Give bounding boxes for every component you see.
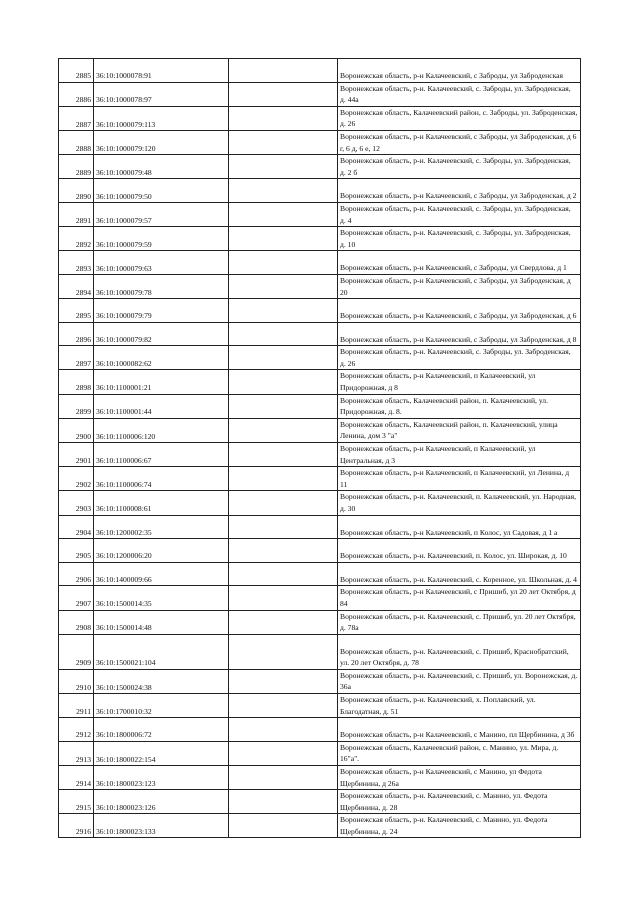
address: Воронежская область, р-н. Калачеевский, с. Заброды, ул. Заброденская, д. 26 bbox=[338, 346, 581, 370]
table-row bbox=[59, 515, 581, 539]
empty-cell bbox=[229, 418, 338, 442]
empty-cell bbox=[229, 202, 338, 226]
cadastral-number: 36:10:1000079:82 bbox=[94, 322, 229, 346]
address: Воронежская область, р-н Калачеевский, с Заброды, ул Заброденская, д 6 bbox=[338, 299, 581, 323]
row-number: 2885 bbox=[59, 59, 94, 83]
cadastral-number: 36:10:1800006:72 bbox=[94, 718, 229, 742]
cadastral-number: 36:10:1100006:74 bbox=[94, 467, 229, 491]
address: Воронежская область, р-н Калачеевский, с Заброды, ул Свердлова, д 1 bbox=[338, 251, 581, 275]
row-number: 2915 bbox=[59, 790, 94, 814]
empty-cell bbox=[229, 155, 338, 179]
address: Воронежская область, р-н Калачеевский, с Заброды, ул Заброденская, д 6 г, 6 д, 6 е, 12 bbox=[338, 130, 581, 154]
row-number: 2886 bbox=[59, 82, 94, 106]
cadastral-number: 36:10:1000079:59 bbox=[94, 227, 229, 251]
cadastral-number: 36:10:1000078:91 bbox=[94, 59, 229, 83]
table-row bbox=[59, 130, 581, 154]
row-number: 2897 bbox=[59, 346, 94, 370]
table-row bbox=[59, 346, 581, 370]
cadastral-number: 36:10:1000079:113 bbox=[94, 106, 229, 130]
address: Воронежская область, р-н. Калачеевский, с. Коренное, ул. Школьная, д. 4 bbox=[338, 562, 581, 586]
empty-cell bbox=[229, 741, 338, 765]
address: Воронежская область, р-н Калачеевский, с Манино, ул Федота Щербинина, д 26а bbox=[338, 765, 581, 789]
address: Воронежская область, Калачеевский район, п. Калачеевский, ул. Придорожная, д. 8. bbox=[338, 394, 581, 418]
empty-cell bbox=[229, 586, 338, 610]
cadastral-number: 36:10:1000079:63 bbox=[94, 251, 229, 275]
cadastral-number: 36:10:1200006:20 bbox=[94, 539, 229, 563]
empty-cell bbox=[229, 130, 338, 154]
address: Воронежская область, р-н Калачеевский, с Заброды, ул Заброденская, д 20 bbox=[338, 274, 581, 298]
address: Воронежская область, р-н. Калачеевский, п. Колос, ул. Широкая, д. 10 bbox=[338, 539, 581, 563]
table-row bbox=[59, 59, 581, 83]
address: Воронежская область, р-н. Калачеевский, с. Заброды, ул. Заброденская, д. 10 bbox=[338, 227, 581, 251]
empty-cell bbox=[229, 179, 338, 203]
table-row bbox=[59, 202, 581, 226]
cadastral-number: 36:10:1200002:35 bbox=[94, 515, 229, 539]
table-row bbox=[59, 634, 581, 669]
address: Воронежская область, р-н Калачеевский, п Колос, ул Садовая, д 1 а bbox=[338, 515, 581, 539]
address: Воронежская область, р-н Калачеевский, п Калачеевский, ул Ленина, д 11 bbox=[338, 467, 581, 491]
row-number: 2889 bbox=[59, 155, 94, 179]
address: Воронежская область, р-н Калачеевский, п Калачеевский, ул Центральная, д 3 bbox=[338, 443, 581, 467]
row-number: 2904 bbox=[59, 515, 94, 539]
cadastral-number: 36:10:1000079:78 bbox=[94, 274, 229, 298]
address: Воронежская область, Калачеевский район, с. Манино, ул. Мира, д. 16"а". bbox=[338, 741, 581, 765]
row-number: 2916 bbox=[59, 814, 94, 838]
table-row bbox=[59, 82, 581, 106]
empty-cell bbox=[229, 82, 338, 106]
row-number: 2891 bbox=[59, 202, 94, 226]
cadastral-number: 36:10:1800022:154 bbox=[94, 741, 229, 765]
empty-cell bbox=[229, 299, 338, 323]
empty-cell bbox=[229, 443, 338, 467]
cadastral-number: 36:10:1500014:48 bbox=[94, 610, 229, 634]
address: Воронежская область, р-н. Калачеевский, с. Манино, ул. Федота Щербинина, д. 24 bbox=[338, 814, 581, 838]
table-row bbox=[59, 562, 581, 586]
table-row bbox=[59, 227, 581, 251]
empty-cell bbox=[229, 515, 338, 539]
empty-cell bbox=[229, 346, 338, 370]
empty-cell bbox=[229, 693, 338, 717]
table-row bbox=[59, 790, 581, 814]
address: Воронежская область, р-н. Калачеевский, с. Манино, ул. Федота Щербинина, д. 28 bbox=[338, 790, 581, 814]
row-number: 2909 bbox=[59, 634, 94, 669]
cadastral-number: 36:10:1000079:79 bbox=[94, 299, 229, 323]
row-number: 2894 bbox=[59, 274, 94, 298]
table-row bbox=[59, 155, 581, 179]
address: Воронежская область, р-н Калачеевский, с Заброды, ул Заброденская, д 8 bbox=[338, 322, 581, 346]
address: Воронежская область, р-н Калачеевский, с Заброды, ул Заброденская, д 2 bbox=[338, 179, 581, 203]
table-row bbox=[59, 586, 581, 610]
table-row bbox=[59, 179, 581, 203]
empty-cell bbox=[229, 106, 338, 130]
table-row bbox=[59, 106, 581, 130]
table-row bbox=[59, 394, 581, 418]
row-number: 2896 bbox=[59, 322, 94, 346]
address: Воронежская область, Калачеевский район, с. Заброды, ул. Заброденская, д. 26 bbox=[338, 106, 581, 130]
address: Воронежская область, р-н. Калачеевский, с. Пришиб, ул. Воронежская, д. 36а bbox=[338, 669, 581, 693]
empty-cell bbox=[229, 274, 338, 298]
empty-cell bbox=[229, 790, 338, 814]
address: Воронежская область, р-н. Калачеевский, с. Заброды, ул. Заброденская, д. 4 bbox=[338, 202, 581, 226]
cadastral-number: 36:10:1800023:123 bbox=[94, 765, 229, 789]
row-number: 2912 bbox=[59, 718, 94, 742]
address: Воронежская область, р-н Калачеевский, с Заброды, ул Заброденская bbox=[338, 59, 581, 83]
address: Воронежская область, р-н Калачеевский, п Калачеевский, ул Придорожная, д 8 bbox=[338, 370, 581, 394]
empty-cell bbox=[229, 322, 338, 346]
table-row bbox=[59, 322, 581, 346]
registry-table-body bbox=[59, 59, 581, 838]
table-row bbox=[59, 370, 581, 394]
row-number: 2887 bbox=[59, 106, 94, 130]
cadastral-number: 36:10:1500014:35 bbox=[94, 586, 229, 610]
address: Воронежская область, р-н. Калачеевский, х. Поплавский, ул. Благодатная, д. 51 bbox=[338, 693, 581, 717]
row-number: 2898 bbox=[59, 370, 94, 394]
row-number: 2893 bbox=[59, 251, 94, 275]
row-number: 2892 bbox=[59, 227, 94, 251]
address: Воронежская область, р-н. Калачеевский, с. Пришиб, ул. 20 лет Октября, д. 78а bbox=[338, 610, 581, 634]
row-number: 2903 bbox=[59, 491, 94, 515]
table-row bbox=[59, 491, 581, 515]
cadastral-number: 36:10:1500021:104 bbox=[94, 634, 229, 669]
empty-cell bbox=[229, 539, 338, 563]
empty-cell bbox=[229, 467, 338, 491]
table-row bbox=[59, 610, 581, 634]
table-row bbox=[59, 467, 581, 491]
empty-cell bbox=[229, 718, 338, 742]
table-row bbox=[59, 693, 581, 717]
empty-cell bbox=[229, 370, 338, 394]
empty-cell bbox=[229, 765, 338, 789]
cadastral-number: 36:10:1100006:120 bbox=[94, 418, 229, 442]
empty-cell bbox=[229, 634, 338, 669]
table-row bbox=[59, 814, 581, 838]
table-row bbox=[59, 251, 581, 275]
address: Воронежская область, р-н Калачеевский, с Манино, пл Щербинина, д 3б bbox=[338, 718, 581, 742]
row-number: 2914 bbox=[59, 765, 94, 789]
row-number: 2899 bbox=[59, 394, 94, 418]
address: Воронежская область, р-н. Калачеевский, с. Заброды, ул. Заброденская, д. 44а bbox=[338, 82, 581, 106]
row-number: 2906 bbox=[59, 562, 94, 586]
table-row bbox=[59, 741, 581, 765]
address: Воронежская область, р-н Калачеевский, с Пришиб, ул 20 лет Октября, д 84 bbox=[338, 586, 581, 610]
table-row bbox=[59, 718, 581, 742]
empty-cell bbox=[229, 394, 338, 418]
cadastral-number: 36:10:1700010:32 bbox=[94, 693, 229, 717]
table-row bbox=[59, 765, 581, 789]
cadastral-number: 36:10:1100001:21 bbox=[94, 370, 229, 394]
cadastral-number: 36:10:1100001:44 bbox=[94, 394, 229, 418]
cadastral-number: 36:10:1500024:38 bbox=[94, 669, 229, 693]
address: Воронежская область, р-н. Калачеевский, с. Заброды, ул. Заброденская, д. 2 б bbox=[338, 155, 581, 179]
address: Воронежская область, р-н. Калачеевский, п. Калачеевский, ул. Народная, д. 30 bbox=[338, 491, 581, 515]
row-number: 2895 bbox=[59, 299, 94, 323]
row-number: 2911 bbox=[59, 693, 94, 717]
table-row bbox=[59, 299, 581, 323]
row-number: 2908 bbox=[59, 610, 94, 634]
cadastral-number: 36:10:1000079:48 bbox=[94, 155, 229, 179]
cadastral-number: 36:10:1800023:126 bbox=[94, 790, 229, 814]
row-number: 2901 bbox=[59, 443, 94, 467]
empty-cell bbox=[229, 251, 338, 275]
row-number: 2905 bbox=[59, 539, 94, 563]
cadastral-number: 36:10:1000078:97 bbox=[94, 82, 229, 106]
cadastral-number: 36:10:1100006:67 bbox=[94, 443, 229, 467]
empty-cell bbox=[229, 814, 338, 838]
table-row bbox=[59, 443, 581, 467]
address: Воронежская область, р-н. Калачеевский, с. Пришиб, Краснобратский, ул. 20 лет Октября, д. 78 bbox=[338, 634, 581, 669]
cadastral-number: 36:10:1000079:120 bbox=[94, 130, 229, 154]
row-number: 2900 bbox=[59, 418, 94, 442]
cadastral-number: 36:10:1400009:66 bbox=[94, 562, 229, 586]
cadastral-number: 36:10:1000079:50 bbox=[94, 179, 229, 203]
row-number: 2913 bbox=[59, 741, 94, 765]
table-row bbox=[59, 669, 581, 693]
cadastral-number: 36:10:1100008:61 bbox=[94, 491, 229, 515]
table-row bbox=[59, 274, 581, 298]
row-number: 2890 bbox=[59, 179, 94, 203]
row-number: 2910 bbox=[59, 669, 94, 693]
empty-cell bbox=[229, 610, 338, 634]
address: Воронежская область, Калачеевский район, п. Калачеевский, улица Ленина, дом 3 "а" bbox=[338, 418, 581, 442]
row-number: 2888 bbox=[59, 130, 94, 154]
empty-cell bbox=[229, 562, 338, 586]
registry-table bbox=[58, 58, 581, 838]
table-row bbox=[59, 539, 581, 563]
row-number: 2902 bbox=[59, 467, 94, 491]
cadastral-number: 36:10:1800023:133 bbox=[94, 814, 229, 838]
empty-cell bbox=[229, 59, 338, 83]
cadastral-number: 36:10:1000082:62 bbox=[94, 346, 229, 370]
row-number: 2907 bbox=[59, 586, 94, 610]
empty-cell bbox=[229, 669, 338, 693]
empty-cell bbox=[229, 227, 338, 251]
empty-cell bbox=[229, 491, 338, 515]
table-row bbox=[59, 418, 581, 442]
cadastral-number: 36:10:1000079:57 bbox=[94, 202, 229, 226]
